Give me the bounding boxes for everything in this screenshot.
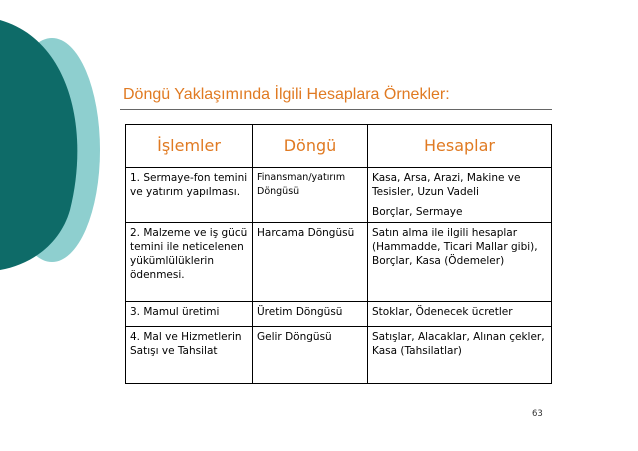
header-hesaplar: Hesaplar: [368, 125, 552, 168]
header-dongu: Döngü: [253, 125, 368, 168]
cell-hesap-line1: Kasa, Arsa, Arazi, Makine ve Tesisler, Uzun Vadeli: [372, 172, 521, 198]
cell-dongu: Gelir Döngüsü: [253, 327, 368, 384]
cell-hesap: [368, 168, 552, 223]
table-row: [126, 168, 552, 223]
cell-hesap-line2: Borçlar, Sermaye: [372, 206, 463, 218]
cell-islem: 4. Mal ve Hizmetlerin Satışı ve Tahsilat: [126, 327, 253, 384]
cell-islem: 1. Sermaye-fon temini ve yatırım yapılması.: [126, 168, 253, 223]
page-number: 63: [532, 409, 543, 419]
cell-hesap: Satışlar, Alacaklar, Alınan çekler, Kasa (Tahsilatlar): [368, 327, 552, 384]
cell-dongu: Üretim Döngüsü: [253, 302, 368, 327]
cell-islem: 2. Malzeme ve iş gücü temini ile neticelenen yükümlülüklerin ödenmesi.: [126, 223, 253, 302]
slide-title: Döngü Yaklaşımında İlgili Hesaplara Örnekler:: [123, 86, 450, 103]
cell-hesap: Stoklar, Ödenecek ücretler: [368, 302, 552, 327]
table-header-row: [126, 125, 552, 168]
title-underline: [120, 109, 552, 110]
cell-hesap: Satın alma ile ilgili hesaplar (Hammadde, Ticari Mallar gibi), Borçlar, Kasa (Ödemeler): [368, 223, 552, 302]
cell-dongu: Finansman/yatırım Döngüsü: [253, 168, 368, 223]
decorative-shapes: [0, 0, 140, 451]
table-row: [126, 223, 552, 302]
table-row: [126, 327, 552, 384]
cell-islem: 3. Mamul üretimi: [126, 302, 253, 327]
header-islemler: İşlemler: [126, 125, 253, 168]
accounts-table: [125, 124, 552, 384]
cell-dongu: Harcama Döngüsü: [253, 223, 368, 302]
table-row: [126, 302, 552, 327]
